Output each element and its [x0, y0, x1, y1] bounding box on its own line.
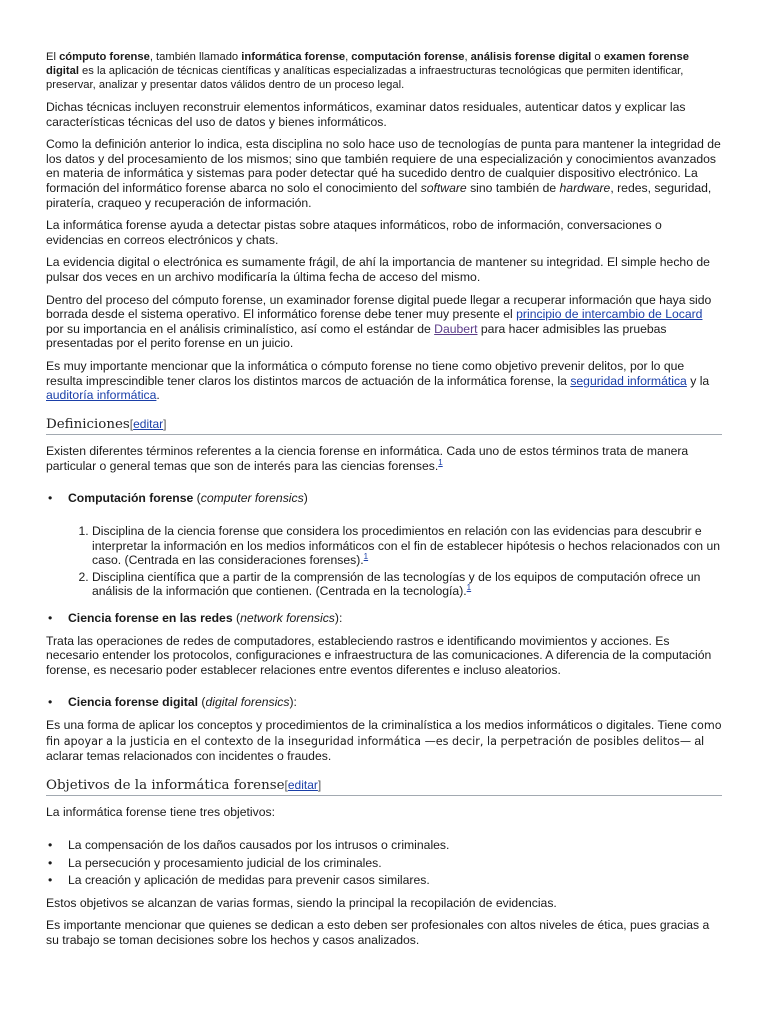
section-heading-objetivos: Objetivos de la informática forense[editar]: [46, 778, 722, 797]
computacion-forense-list: [46, 524, 722, 599]
bullet-icon: •: [48, 611, 53, 626]
bullet-icon: •: [48, 491, 53, 506]
article-body: [46, 50, 722, 956]
edit-section-definiciones: [editar]: [129, 416, 167, 431]
edit-section-objetivos: [editar]: [284, 777, 322, 792]
link-seguridad-informatica[interactable]: seguridad informática: [570, 373, 687, 388]
definition-ciencia-forense-redes: • Ciencia forense en las redes (network forensics):: [48, 611, 343, 626]
definition-computacion-forense: • Computación forense (computer forensics): [48, 491, 308, 506]
definition-ciencia-forense-digital: • Ciencia forense digital (digital forensics):: [48, 695, 297, 710]
link-daubert[interactable]: Daubert: [434, 321, 478, 336]
term-informatica-forense: informática forense: [241, 51, 346, 63]
bullet-icon: •: [48, 837, 53, 852]
intro-paragraph-7: Es muy importante mencionar que la informática o cómputo forense no tiene como objetivo prevenir delitos, por lo que resulta imprescindible tener claros los distintos marcos de actuación de la informática forense, la seguridad informática y la auditoría informática.: [46, 358, 710, 403]
intro-paragraph-2: Dichas técnicas incluyen reconstruir elementos informáticos, examinar datos residuales, autenticar datos y explicar las características técnicas del uso de datos y bienes informáticos.: [46, 100, 686, 129]
intro-paragraph-6: Dentro del proceso del cómputo forense, un examinador forense digital puede llegar a recuperar información que haya sido borrada desde el sistema operativo. El informático forense debe tener muy presente el principio de intercambio de Locard por su importancia en el análisis criminalístico, así como el estándar de Daubert para hacer admisibles las pruebas presentadas por el perito forense en un juicio.: [46, 292, 712, 351]
bullet-icon: •: [48, 855, 53, 870]
term-examen-forense-digital: examen forense digital: [46, 51, 689, 77]
objetivos-intro: La informática forense tiene tres objetivos:: [46, 805, 275, 820]
bullet-icon: •: [48, 695, 53, 710]
term-computo-forense: cómputo forense: [59, 51, 150, 63]
intro-paragraph-4: La informática forense ayuda a detectar pistas sobre ataques informáticos, robo de información, conversaciones o evidencias en correos electrónicos y chats.: [46, 218, 662, 247]
edit-link-objetivos[interactable]: editar: [287, 777, 318, 792]
intro-paragraph-1: El cómputo forense, también llamado informática forense, computación forense, análisis forense digital o examen forense digital es la aplicación de técnicas científicas y analíticas especializadas a infraestructuras tecnológicas que permiten identificar, preservar, analizar y presentar datos válidos dentro de un proceso legal.: [46, 51, 689, 91]
definiciones-intro: Existen diferentes términos referentes a la ciencia forense en informática. Cada uno de estos términos trata de manera particular o general temas que son de interés para las ciencias forenses.$^1$: [46, 444, 689, 473]
digital-description: Es una forma de aplicar los conceptos y procedimientos de la criminalística a los medios informáticos o digitales. Tiene como fin apoyar a la justicia en el contexto de la inseguridad informática —es decir, la perpetración de posibles delitos— al aclarar temas relacionados con incidentes o fraudes.: [46, 718, 722, 764]
objetivos-list: [46, 838, 722, 888]
link-auditoria-informatica[interactable]: auditoría informática: [46, 388, 157, 403]
footnote-ref-1[interactable]: 1: [466, 583, 472, 593]
intro-paragraph-3: Como la definición anterior lo indica, esta disciplina no solo hace uso de tecnologías de punta para mantener la integridad de los datos y del procesamiento de los mismos; sino que también requiere de una especialización y conocimientos avanzados en materia de informática y sistemas para poder detectar qué ha sucedido dentro de cualquier dispositivo electrónico. La formación del informático forense abarca no solo el conocimiento del software sino también de hardware, redes, seguridad, piratería, craqueo y recuperación de información.: [46, 137, 721, 210]
list-item: 2. Disciplina científica que a partir de la comprensión de las tecnologías y de los equipos de computación ofrece un análisis de la información que contienen. (Centrada en la tecnología).$^1$: [92, 570, 722, 599]
edit-link-definiciones[interactable]: editar: [133, 416, 164, 431]
section-heading-definiciones: Definiciones[editar]: [46, 417, 722, 436]
list-item: 1. Disciplina de la ciencia forense que considera los procedimientos en relación con las evidencias para descubrir e interpretar la información en los medios informáticos con el fin de establecer hipótesis o hechos relacionados con un caso. (Centrada en las consideraciones forenses).$^1$: [92, 524, 722, 568]
link-principio-locard[interactable]: principio de intercambio de Locard: [516, 307, 703, 322]
intro-paragraph-5: La evidencia digital o electrónica es sumamente frágil, de ahí la importancia de mantener su integridad. El simple hecho de pulsar dos veces en un archivo modificaría la última fecha de acceso del mismo.: [46, 255, 710, 284]
list-item: • La creación y aplicación de medidas para prevenir casos similares.: [48, 873, 430, 888]
objetivos-paragraph-1: Estos objetivos se alcanzan de varias formas, siendo la principal la recopilación de evidencias.: [46, 895, 557, 910]
footnote-ref-1[interactable]: 1: [363, 552, 369, 562]
footnote-ref-1[interactable]: 1: [438, 457, 443, 467]
term-computacion-forense: computación forense: [351, 51, 465, 63]
term-analisis-forense-digital: análisis forense digital: [470, 51, 592, 63]
objetivos-paragraph-2: Es importante mencionar que quienes se dedican a esto deben ser profesionales con altos niveles de ética, pues gracias a su trabajo se toman decisiones sobre los hechos y casos analizados.: [46, 918, 710, 947]
bullet-icon: •: [48, 873, 53, 888]
list-item: • La compensación de los daños causados por los intrusos o criminales.: [48, 837, 450, 852]
list-item: • La persecución y procesamiento judicial de los criminales.: [48, 855, 382, 870]
redes-description: Trata las operaciones de redes de computadores, estableciendo rastros e identificando movimientos y acciones. Es necesario entender los protocolos, configuraciones e infraestructura de las comunicaciones. A diferencia de la computación forense, es necesario poder establecer relaciones entre eventos diferentes e incluso aleatorios.: [46, 633, 712, 677]
